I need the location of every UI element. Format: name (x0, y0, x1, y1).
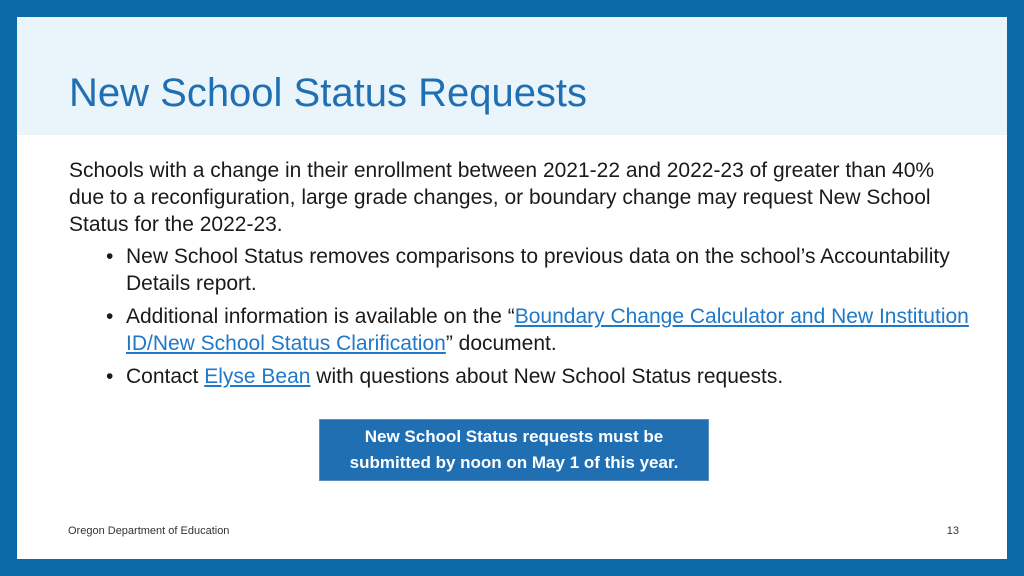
bullet-dot: • (106, 365, 114, 388)
bullet-text-before: Contact (126, 365, 205, 388)
bullet-dot: • (106, 245, 114, 268)
footer-organization: Oregon Department of Education (68, 525, 230, 537)
page-number: 13 (946, 525, 959, 537)
slide (17, 17, 1007, 559)
contact-elyse-bean-link[interactable]: Elyse Bean (204, 365, 311, 388)
bullet-item (106, 363, 969, 390)
deadline-callout (319, 419, 709, 481)
bullet-text-before: Additional information is available on the “ (126, 305, 515, 328)
bullet-text-after: ” document. (445, 332, 557, 355)
boundary-change-document-link[interactable]: Boundary Change Calculator and New Institution ID/New School Status Clarification (126, 305, 969, 355)
title-band (17, 17, 1007, 135)
bullet-item (106, 303, 969, 357)
callout-line-2: submitted by noon on May 1 of this year. (349, 453, 679, 472)
slide-body (69, 157, 969, 396)
bullet-text: New School Status removes comparisons to previous data on the school’s Accountability Details report. (126, 245, 950, 295)
intro-paragraph: Schools with a change in their enrollment between 2021-22 and 2022-23 of greater than 40% due to a reconfiguration, large grade changes, or boundary change may request New School Status for the 2022-23. (69, 159, 935, 236)
callout-line-1: New School Status requests must be (364, 427, 664, 446)
slide-title: New School Status Requests (69, 71, 588, 115)
bullet-dot: • (106, 305, 114, 328)
bullet-item (106, 243, 969, 297)
bullet-text-after: with questions about New School Status requests. (310, 365, 784, 388)
bullet-list (69, 243, 969, 390)
